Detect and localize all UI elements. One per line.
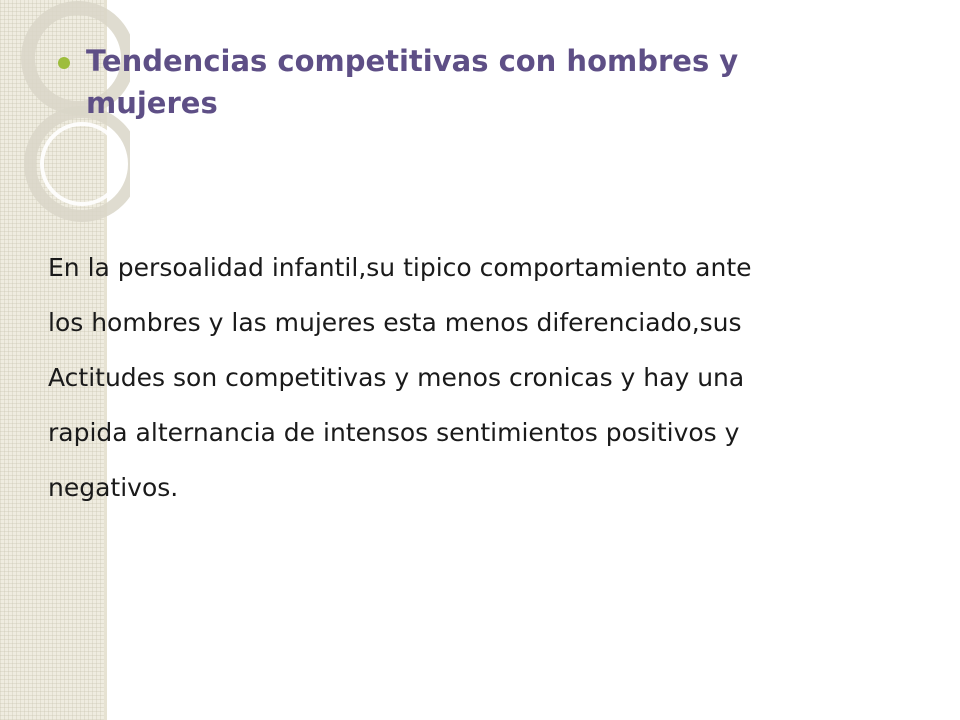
body-line: los hombres y las mujeres esta menos diferenciado,sus: [48, 308, 742, 337]
body-line: En la persoalidad infantil,su tipico comportamiento ante: [48, 253, 752, 282]
body-line: rapida alternancia de intensos sentimientos positivos y: [48, 418, 740, 447]
body-paragraph: [48, 240, 928, 515]
body-line: Actitudes son competitivas y menos cronicas y hay una: [48, 363, 745, 392]
bullet-heading: Tendencias competitivas con hombres y mujeres: [86, 44, 739, 120]
body-line: negativos.: [48, 473, 179, 502]
bullet-dot-icon: [58, 57, 70, 69]
bullet-item: [58, 40, 818, 124]
